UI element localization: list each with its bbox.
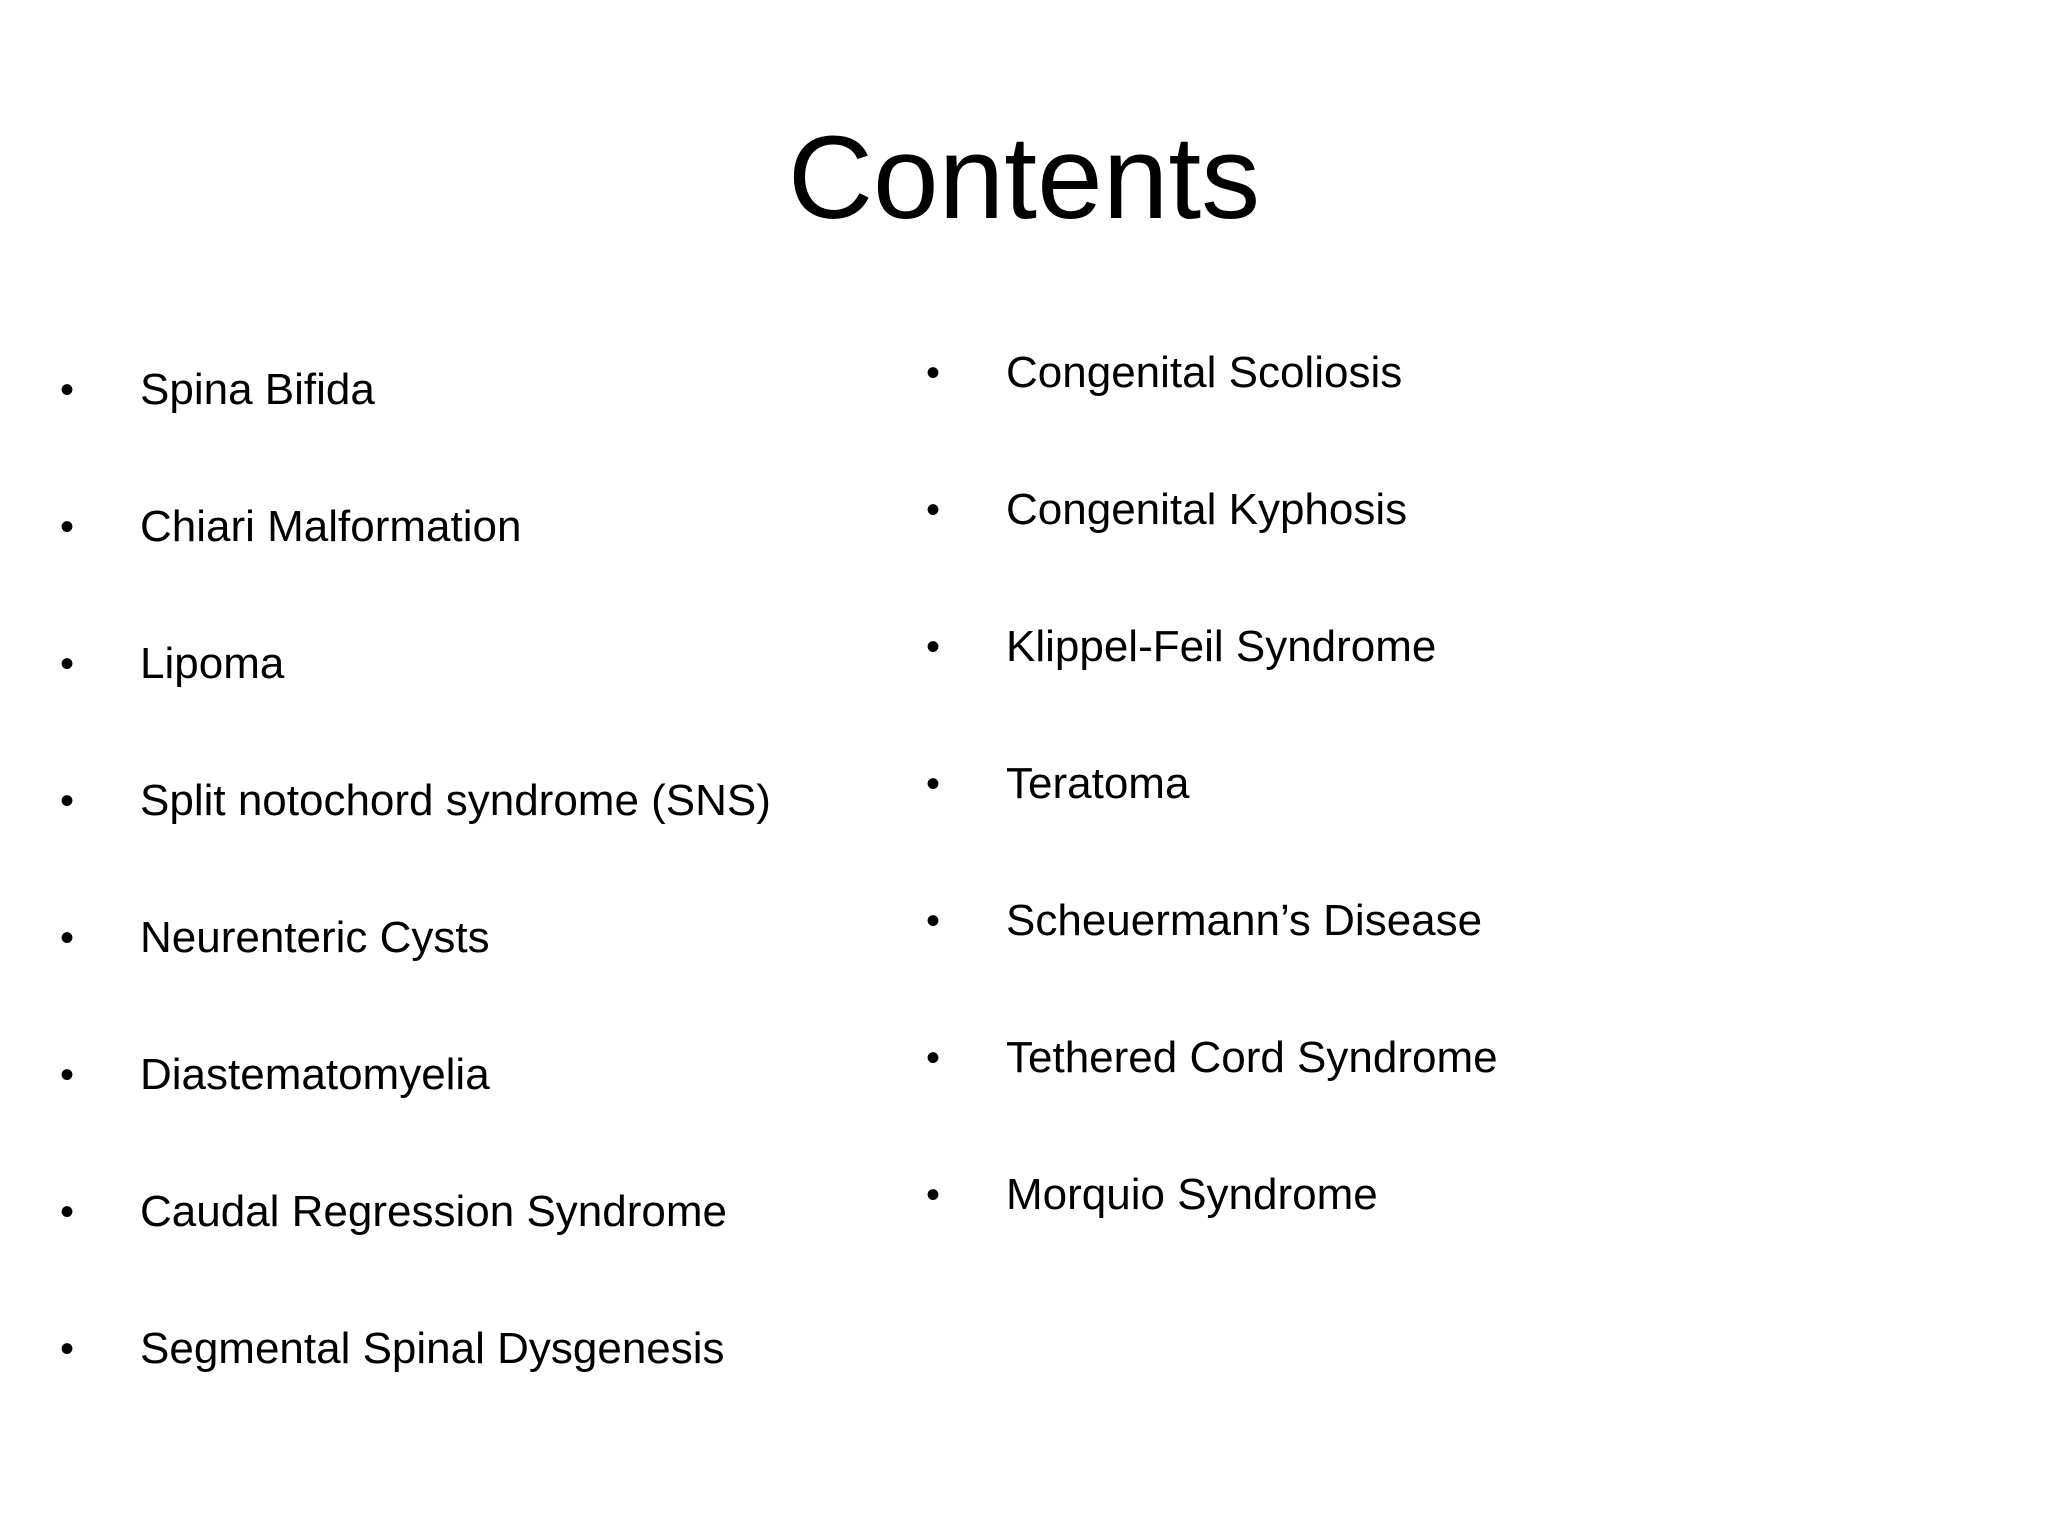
list-item-label: Tethered Cord Syndrome (1006, 1033, 1498, 1082)
list-item (860, 744, 1760, 881)
bullet-icon: • (926, 351, 941, 395)
list-item (0, 761, 880, 898)
list-item (0, 898, 880, 1035)
contents-list-right (860, 333, 1760, 1292)
list-item (0, 350, 880, 487)
list-item-label: Scheuermann’s Disease (1006, 896, 1483, 945)
bullet-icon: • (926, 762, 941, 806)
list-item-label: Congenital Scoliosis (1006, 348, 1403, 397)
bullet-icon: • (926, 1036, 941, 1080)
list-item (860, 333, 1760, 470)
bullet-icon: • (60, 1190, 75, 1234)
list-item-label: Spina Bifida (140, 365, 375, 414)
contents-list-left (0, 350, 880, 1446)
list-item-label: Lipoma (140, 639, 285, 688)
list-item-label: Caudal Regression Syndrome (140, 1187, 727, 1236)
bullet-icon: • (926, 625, 941, 669)
list-item (0, 1035, 880, 1172)
list-item (0, 624, 880, 761)
list-item-label: Neurenteric Cysts (140, 913, 490, 962)
list-item-label: Chiari Malformation (140, 502, 522, 551)
bullet-icon: • (60, 916, 75, 960)
list-item-label: Split notochord syndrome (SNS) (140, 776, 771, 825)
list-item-label: Diastematomyelia (140, 1050, 490, 1099)
bullet-icon: • (60, 779, 75, 823)
list-item-label: Congenital Kyphosis (1006, 485, 1408, 534)
list-item (860, 881, 1760, 1018)
bullet-icon: • (926, 899, 941, 943)
list-item (0, 487, 880, 624)
list-item-label: Klippel-Feil Syndrome (1006, 622, 1437, 671)
list-item (0, 1309, 880, 1446)
bullet-icon: • (926, 1173, 941, 1217)
bullet-icon: • (60, 1053, 75, 1097)
slide-title: Contents (787, 112, 1261, 244)
bullet-icon: • (926, 488, 941, 532)
list-item (860, 470, 1760, 607)
bullet-icon: • (60, 1327, 75, 1371)
list-item-label: Morquio Syndrome (1006, 1170, 1378, 1219)
list-item (860, 607, 1760, 744)
list-item-label: Segmental Spinal Dysgenesis (140, 1324, 725, 1373)
list-item (860, 1018, 1760, 1155)
bullet-icon: • (60, 505, 75, 549)
list-item-label: Teratoma (1006, 759, 1190, 808)
list-item (860, 1155, 1760, 1292)
bullet-icon: • (60, 368, 75, 412)
list-item (0, 1172, 880, 1309)
bullet-icon: • (60, 642, 75, 686)
